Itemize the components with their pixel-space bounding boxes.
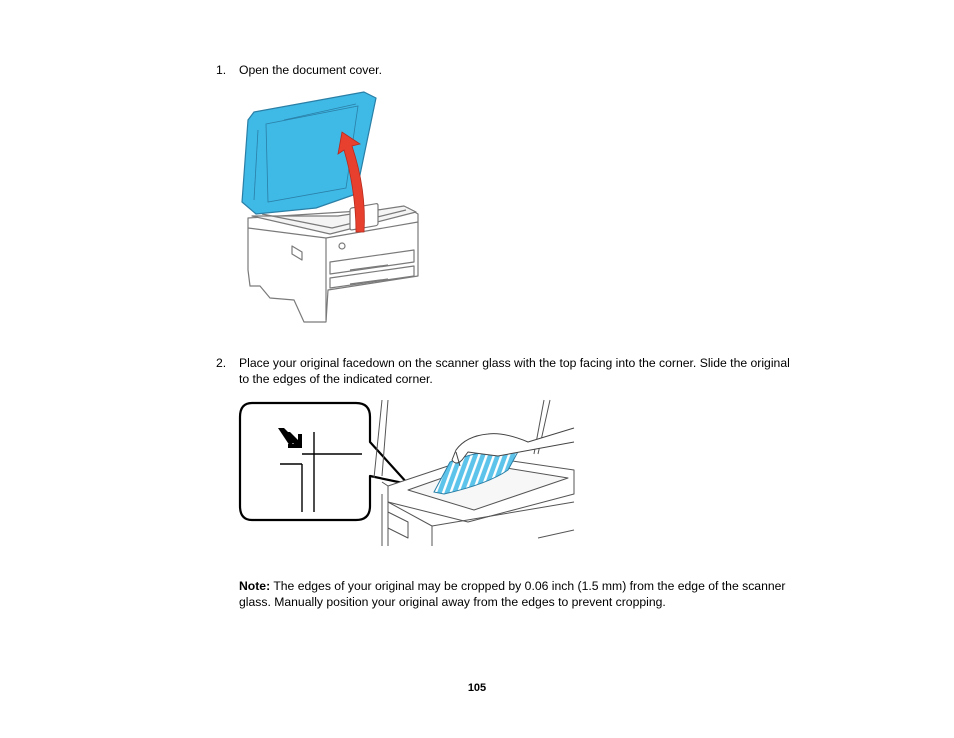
- step-number: 1.: [216, 63, 227, 77]
- note: [239, 578, 799, 610]
- step-text: Open the document cover.: [239, 63, 382, 77]
- note-text: The edges of your original may be cropped by 0.06 inch (1.5 mm) from the edge of the scanner glass. Manually position your original away from the edges to prevent cropping.: [239, 579, 786, 609]
- note-label: Note:: [239, 579, 271, 593]
- place-original-illustration: [238, 398, 578, 548]
- step-text: Place your original facedown on the scanner glass with the top facing into the corner. Slide the original to the edges of the indicated corner.: [239, 356, 790, 386]
- page-number: 105: [467, 682, 487, 694]
- step-number: 2.: [216, 356, 227, 370]
- printer-open-cover-illustration: [238, 90, 422, 324]
